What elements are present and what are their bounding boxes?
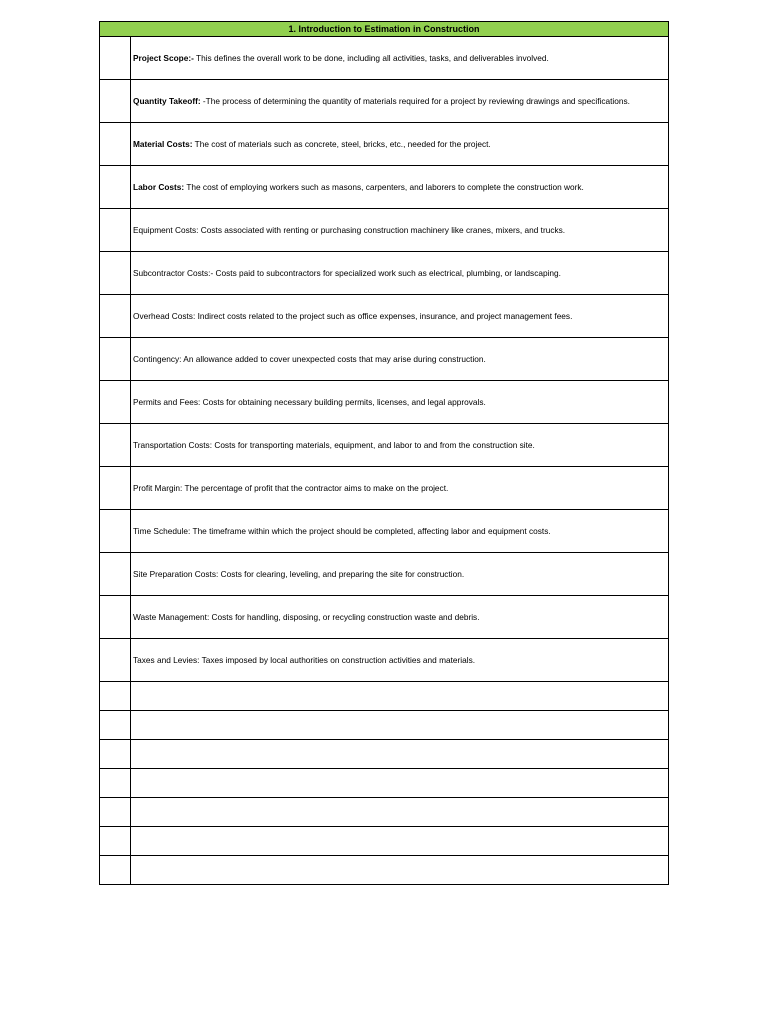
table-row xyxy=(100,510,669,553)
row-number-cell xyxy=(100,295,131,338)
term-label: Permits and Fees: xyxy=(133,397,201,407)
definition-cell xyxy=(131,338,669,381)
row-number-cell xyxy=(100,37,131,80)
definition-cell xyxy=(131,37,669,80)
row-number-cell xyxy=(100,166,131,209)
term-description: The cost of employing workers such as masons, carpenters, and laborers to complete the construction work. xyxy=(184,182,584,192)
term-label: Overhead Costs: xyxy=(133,311,196,321)
empty-row xyxy=(100,740,669,769)
term-description: This defines the overall work to be done, including all activities, tasks, and deliverables involved. xyxy=(193,53,549,63)
row-number-cell xyxy=(100,123,131,166)
definition-cell xyxy=(131,166,669,209)
term-description: Indirect costs related to the project such as office expenses, insurance, and project management fees. xyxy=(195,311,573,321)
definition-cell xyxy=(131,639,669,682)
term-description: Taxes imposed by local authorities on construction activities and materials. xyxy=(199,655,476,665)
term-label: Taxes and Levies: xyxy=(133,655,200,665)
empty-cell xyxy=(100,711,131,740)
header-row xyxy=(100,22,669,37)
table-row xyxy=(100,80,669,123)
table-row xyxy=(100,424,669,467)
empty-cell xyxy=(131,711,669,740)
row-number-cell xyxy=(100,80,131,123)
term-description: An allowance added to cover unexpected costs that may arise during construction. xyxy=(181,354,486,364)
definition-cell xyxy=(131,381,669,424)
table-row xyxy=(100,553,669,596)
definition-cell xyxy=(131,596,669,639)
definition-cell xyxy=(131,295,669,338)
table-row xyxy=(100,37,669,80)
table-row xyxy=(100,381,669,424)
empty-row xyxy=(100,827,669,856)
row-number-cell xyxy=(100,510,131,553)
term-label: Quantity Takeoff: xyxy=(133,96,201,106)
empty-cell xyxy=(131,798,669,827)
empty-cell xyxy=(100,856,131,885)
empty-cell xyxy=(131,769,669,798)
empty-cell xyxy=(100,827,131,856)
row-number-cell xyxy=(100,338,131,381)
table-row xyxy=(100,596,669,639)
term-description: Costs for transporting materials, equipment, and labor to and from the construction site. xyxy=(212,440,535,450)
term-description: -The process of determining the quantity of materials required for a project by reviewing drawings and specifications. xyxy=(200,96,630,106)
term-description: Costs paid to subcontractors for specialized work such as electrical, plumbing, or landscaping. xyxy=(213,268,561,278)
term-label: Subcontractor Costs:- xyxy=(133,268,214,278)
term-label: Waste Management: xyxy=(133,612,210,622)
table-row xyxy=(100,252,669,295)
row-number-cell xyxy=(100,467,131,510)
term-description: Costs for clearing, leveling, and preparing the site for construction. xyxy=(218,569,465,579)
empty-cell xyxy=(131,827,669,856)
table-row xyxy=(100,166,669,209)
term-label: Material Costs: xyxy=(133,139,193,149)
estimation-table xyxy=(99,21,669,885)
term-label: Equipment Costs: xyxy=(133,225,199,235)
term-label: Time Schedule: xyxy=(133,526,191,536)
term-label: Contingency: xyxy=(133,354,182,364)
definition-cell xyxy=(131,209,669,252)
definition-cell xyxy=(131,123,669,166)
spreadsheet-page xyxy=(99,21,669,885)
term-label: Project Scope:- xyxy=(133,53,194,63)
table-row xyxy=(100,467,669,510)
row-number-cell xyxy=(100,596,131,639)
term-description: Costs associated with renting or purchasing construction machinery like cranes, mixers, and trucks. xyxy=(198,225,566,235)
table-row xyxy=(100,209,669,252)
term-label: Labor Costs: xyxy=(133,182,185,192)
empty-cell xyxy=(131,682,669,711)
row-number-cell xyxy=(100,424,131,467)
definition-cell xyxy=(131,424,669,467)
term-label: Transportation Costs: xyxy=(133,440,213,450)
empty-cell xyxy=(131,856,669,885)
table-row xyxy=(100,295,669,338)
definition-cell xyxy=(131,80,669,123)
empty-cell xyxy=(100,798,131,827)
empty-row xyxy=(100,769,669,798)
row-number-cell xyxy=(100,553,131,596)
empty-row xyxy=(100,798,669,827)
term-label: Profit Margin: xyxy=(133,483,183,493)
definition-cell xyxy=(131,510,669,553)
table-row xyxy=(100,639,669,682)
term-description: The cost of materials such as concrete, steel, bricks, etc., needed for the project. xyxy=(192,139,491,149)
definition-cell xyxy=(131,467,669,510)
definition-cell xyxy=(131,553,669,596)
row-number-cell xyxy=(100,252,131,295)
empty-cell xyxy=(100,682,131,711)
empty-cell xyxy=(131,740,669,769)
definition-cell xyxy=(131,252,669,295)
table-row xyxy=(100,338,669,381)
row-number-cell xyxy=(100,381,131,424)
term-label: Site Preparation Costs: xyxy=(133,569,219,579)
empty-cell xyxy=(100,740,131,769)
empty-row xyxy=(100,856,669,885)
term-description: Costs for obtaining necessary building permits, licenses, and legal approvals. xyxy=(200,397,486,407)
term-description: The timeframe within which the project should be completed, affecting labor and equipment costs. xyxy=(190,526,551,536)
row-number-cell xyxy=(100,209,131,252)
section-title: 1. Introduction to Estimation in Construction xyxy=(100,22,669,37)
empty-row xyxy=(100,711,669,740)
empty-row xyxy=(100,682,669,711)
empty-cell xyxy=(100,769,131,798)
term-description: The percentage of profit that the contractor aims to make on the project. xyxy=(182,483,449,493)
row-number-cell xyxy=(100,639,131,682)
table-row xyxy=(100,123,669,166)
term-description: Costs for handling, disposing, or recycling construction waste and debris. xyxy=(209,612,480,622)
